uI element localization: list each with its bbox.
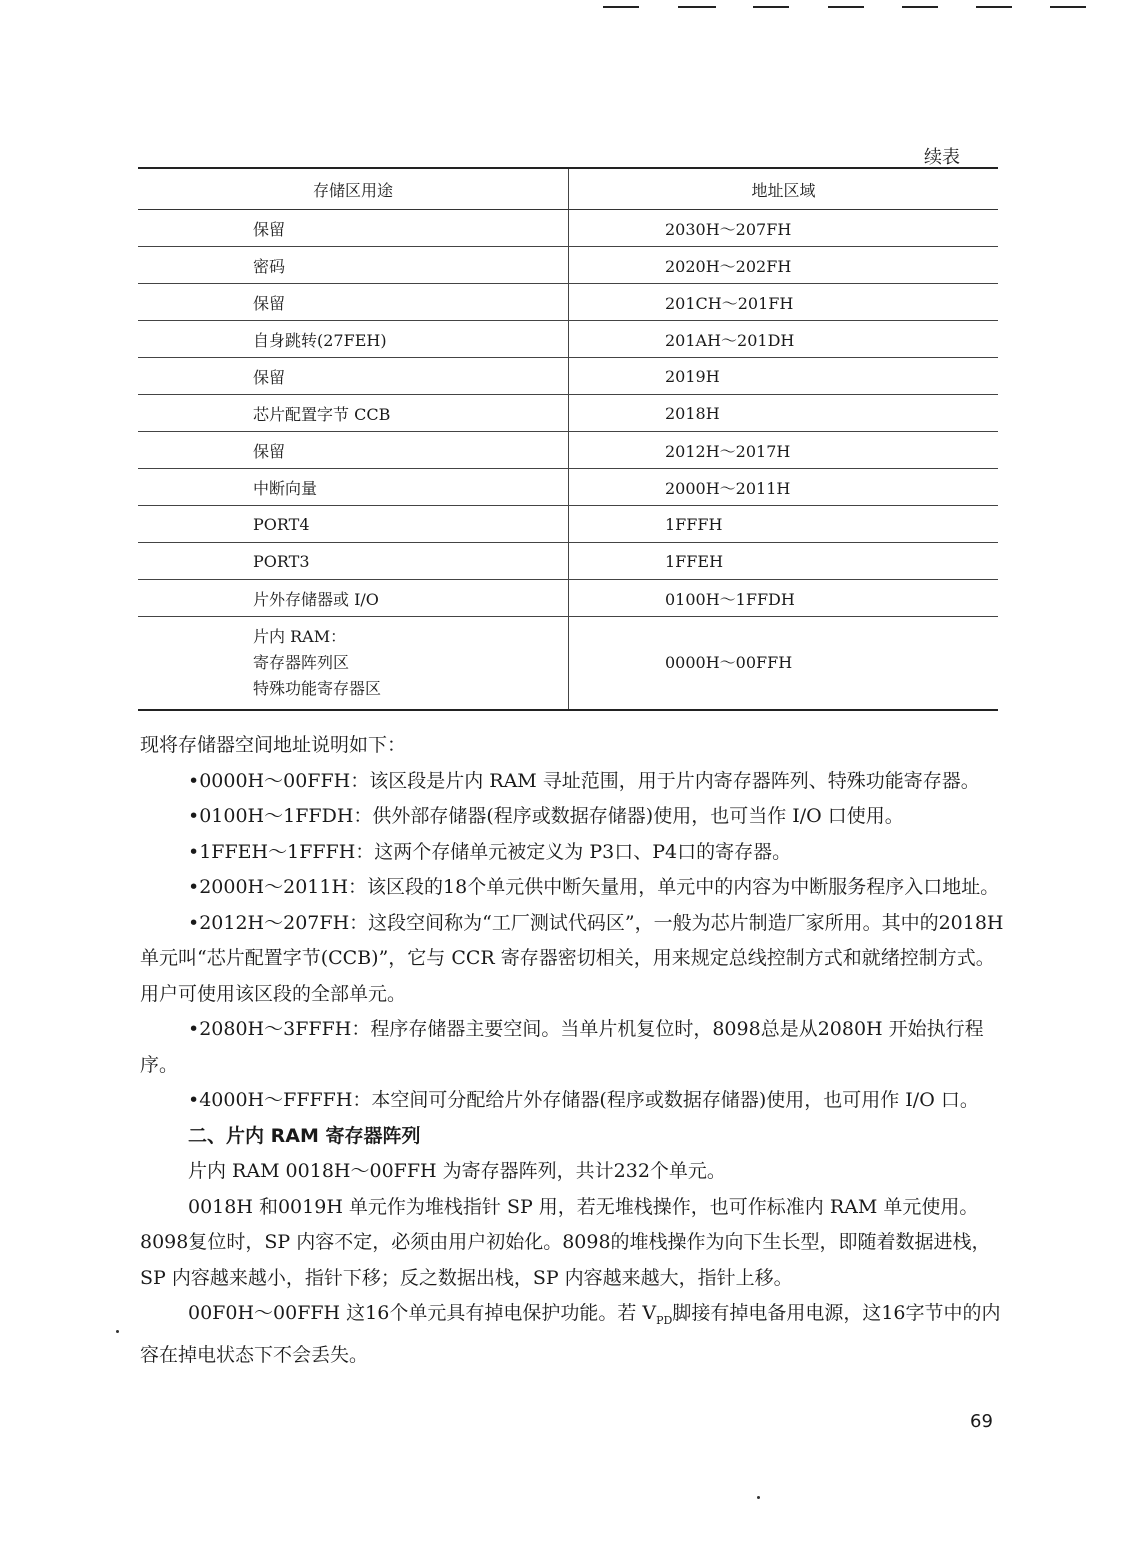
- table-row: [138, 580, 998, 617]
- list-item: •2080H～3FFFH：程序存储器主要空间。当单片机复位时，8098总是从2080H 开始执行程序。: [140, 1018, 984, 1076]
- header-address: 地址区域: [569, 168, 999, 210]
- table-cell-purpose: 密码: [138, 247, 569, 284]
- table-row-onchip-ram: [138, 617, 998, 711]
- purpose-line: 寄存器阵列区: [253, 653, 350, 672]
- table-row: [138, 395, 998, 432]
- table-cell-purpose: 自身跳转(27FEH): [138, 321, 569, 358]
- paragraph-text: 脚接有掉电备用电源，这16字节中的内容在掉电状态下不会丢失。: [140, 1302, 1001, 1367]
- table-row: [138, 469, 998, 506]
- table-row: [138, 432, 998, 469]
- table-cell-purpose: 保留: [138, 358, 569, 395]
- header-purpose: 存储区用途: [138, 168, 569, 210]
- paragraph: 片内 RAM 0018H～00FFH 为寄存器阵列，共计232个单元。: [188, 1160, 726, 1182]
- table-row: [138, 247, 998, 284]
- list-item: •4000H～FFFFH：本空间可分配给片外存储器(程序或数据存储器)使用，也可用作 I/O 口。: [188, 1089, 979, 1111]
- table-cell-purpose: 中断向量: [138, 469, 569, 506]
- list-item: •1FFEH～1FFFH：这两个存储单元被定义为 P3口、P4口的寄存器。: [188, 840, 792, 863]
- table-cell-address: 1FFFH: [569, 506, 999, 543]
- table-cell-purpose: 保留: [138, 432, 569, 469]
- edge-mark: [1050, 6, 1086, 8]
- list-item: •0100H～1FFDH：供外部存储器(程序或数据存储器)使用，也可当作 I/O 口使用。: [188, 805, 904, 827]
- list-item: •0000H～00FFH：该区段是片内 RAM 寻址范围，用于片内寄存器阵列、特殊功能寄存器。: [188, 769, 980, 792]
- paragraph: [140, 1296, 1010, 1374]
- table-row: [138, 506, 998, 543]
- table-cell-address: 2019H: [569, 358, 999, 395]
- edge-mark: [753, 6, 789, 8]
- paragraph-text: 00F0H～00FFH 这16个单元具有掉电保护功能。若 V: [188, 1302, 657, 1324]
- table-cell-address: 0000H～00FFH: [569, 617, 999, 711]
- intro-paragraph: 现将存储器空间地址说明如下：: [140, 734, 407, 756]
- table-row: [138, 321, 998, 358]
- top-edge-marks: [0, 0, 1122, 12]
- list-item: •2012H～207FH：这段空间称为“工厂测试代码区”，一般为芯片制造厂家所用。其中的2018H 单元叫“芯片配置字节(CCB)”，它与 CCR 寄存器密切相关，用来规定总线控制方式和就绪控制方式。用户可使用该区段的全部单元。: [140, 911, 1004, 1005]
- table-row: [138, 358, 998, 395]
- edge-mark: [976, 6, 1012, 8]
- purpose-line: 片内 RAM：: [253, 627, 347, 646]
- table-cell-purpose: PORT4: [138, 506, 569, 543]
- page-number: 69: [970, 1411, 993, 1432]
- table-cell-address: 2030H～207FH: [569, 210, 999, 247]
- subscript-pd: PD: [656, 1313, 673, 1327]
- table-cell-purpose: 芯片配置字节 CCB: [138, 395, 569, 432]
- memory-map-table: [138, 167, 998, 711]
- table-cell-address: 1FFEH: [569, 543, 999, 580]
- table-cell-address: 0100H～1FFDH: [569, 580, 999, 617]
- table-cell-purpose: PORT3: [138, 543, 569, 580]
- table-body: [138, 210, 998, 711]
- purpose-line: 特殊功能寄存器区: [253, 679, 382, 698]
- table-cell-address: 2018H: [569, 395, 999, 432]
- table-row: [138, 210, 998, 247]
- edge-mark: [828, 6, 864, 8]
- table-cell-purpose: 片外存储器或 I/O: [138, 580, 569, 617]
- table-cell-address: 201CH～201FH: [569, 284, 999, 321]
- list-item: •2000H～2011H：该区段的18个单元供中断矢量用，单元中的内容为中断服务程序入口地址。: [188, 876, 1000, 898]
- scan-speck: [116, 1330, 119, 1333]
- paragraph: 0018H 和0019H 单元作为堆栈指针 SP 用，若无堆栈操作，也可作标准内 RAM 单元使用。8098复位时，SP 内容不定，必须由用户初始化。8098的堆栈操作为向下生长型，即随着数据进栈，SP 内容越来越小，指针下移；反之数据出栈，SP 内容越来越大，指针上移。: [140, 1195, 991, 1289]
- table-header-row: [138, 168, 998, 210]
- edge-mark: [603, 6, 639, 8]
- table-cell-purpose: 保留: [138, 284, 569, 321]
- table-cell-address: 201AH～201DH: [569, 321, 999, 358]
- section-heading: 二、片内 RAM 寄存器阵列: [188, 1124, 421, 1147]
- edge-mark: [902, 6, 938, 8]
- scan-speck: [757, 1496, 760, 1499]
- body-text: [140, 728, 1010, 1374]
- table-cell-address: 2020H～202FH: [569, 247, 999, 284]
- edge-mark: [678, 6, 716, 8]
- memory-map-table-container: [138, 167, 998, 711]
- table-cell-address: 2000H～2011H: [569, 469, 999, 506]
- continued-table-label: 续表: [924, 147, 960, 168]
- table-cell-address: 2012H～2017H: [569, 432, 999, 469]
- table-cell-purpose: [138, 617, 569, 711]
- table-row: [138, 284, 998, 321]
- table-cell-purpose: 保留: [138, 210, 569, 247]
- table-row: [138, 543, 998, 580]
